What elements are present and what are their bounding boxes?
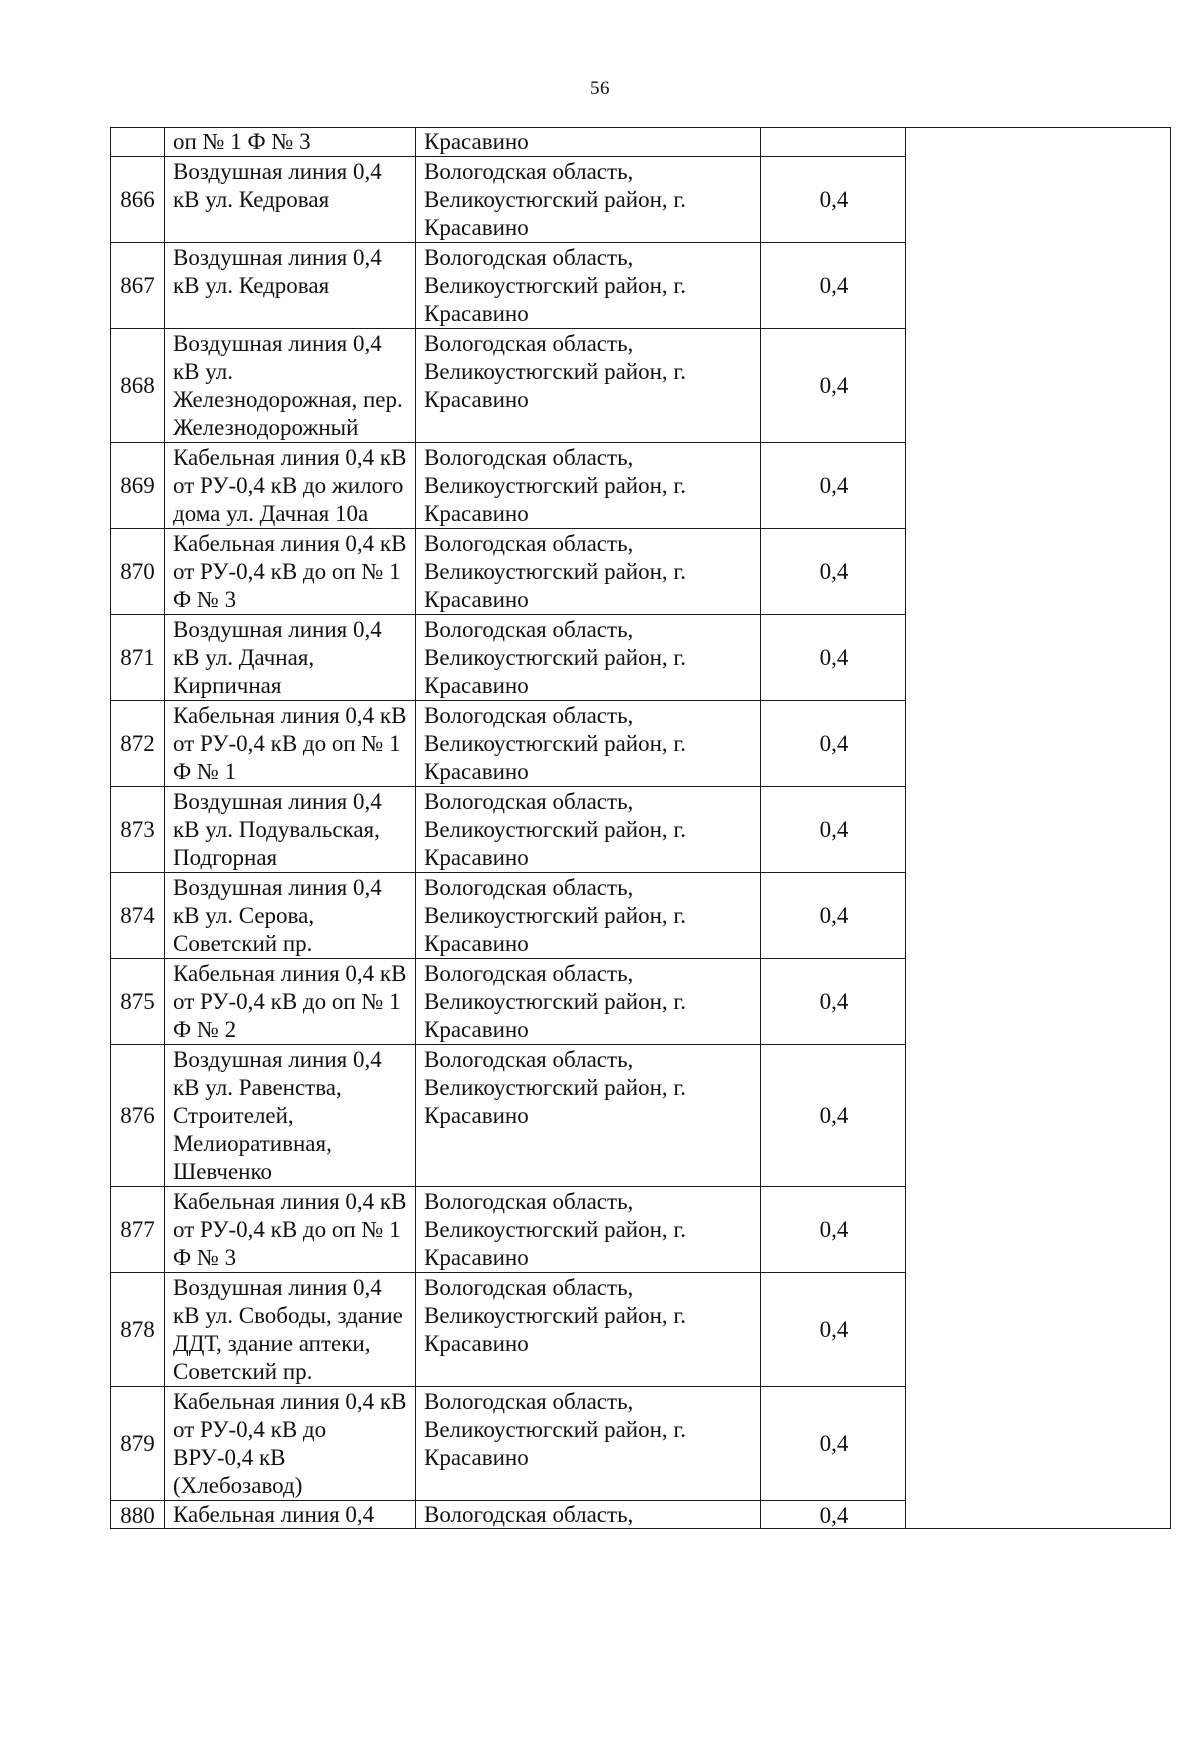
cell-address: Вологодская область, Великоустюгский район, г. Красавино	[416, 787, 761, 873]
cell-object-name: Кабельная линия 0,4 кВ от РУ-0,4 кВ до ВРУ-0,4 кВ (Хлебозавод)	[165, 1387, 416, 1501]
cell-object-name: Кабельная линия 0,4 кВ от РУ-0,4 кВ до жилого дома ул. Дачная 10а	[165, 443, 416, 529]
cell-voltage: 0,4	[761, 529, 906, 615]
cell-voltage: 0,4	[761, 787, 906, 873]
cell-number: 866	[111, 157, 165, 243]
cell-voltage: 0,4	[761, 243, 906, 329]
cell-number: 872	[111, 701, 165, 787]
cell-object-name: Воздушная линия 0,4 кВ ул. Кедровая	[165, 243, 416, 329]
cell-number: 871	[111, 615, 165, 701]
cell-extra-column	[906, 128, 1171, 1529]
cell-voltage: 0,4	[761, 329, 906, 443]
cell-object-name: Воздушная линия 0,4 кВ ул. Свободы, здание ДДТ, здание аптеки, Советский пр.	[165, 1273, 416, 1387]
cell-object-name: Воздушная линия 0,4 кВ ул. Равенства, Строителей, Мелиоративная, Шевченко	[165, 1045, 416, 1187]
cell-address: Вологодская область, Великоустюгский район, г. Красавино	[416, 1273, 761, 1387]
cell-voltage: 0,4	[761, 157, 906, 243]
cell-address: Вологодская область, Великоустюгский район, г. Красавино	[416, 959, 761, 1045]
cell-voltage	[761, 128, 906, 157]
cell-voltage: 0,4	[761, 443, 906, 529]
cell-number: 877	[111, 1187, 165, 1273]
cell-voltage: 0,4	[761, 615, 906, 701]
cell-voltage: 0,4	[761, 873, 906, 959]
cell-address: Вологодская область, Великоустюгский район, г. Красавино	[416, 1045, 761, 1187]
cell-voltage: 0,4	[761, 1501, 906, 1529]
cell-number: 875	[111, 959, 165, 1045]
cell-object-name: Кабельная линия 0,4 кВ от РУ-0,4 кВ до оп № 1 Ф № 2	[165, 959, 416, 1045]
cell-address: Вологодская область, Великоустюгский район, г. Красавино	[416, 529, 761, 615]
cell-object-name: Воздушная линия 0,4 кВ ул. Кедровая	[165, 157, 416, 243]
cell-voltage: 0,4	[761, 1273, 906, 1387]
cell-object-name: Кабельная линия 0,4	[165, 1501, 416, 1529]
cell-address: Красавино	[416, 128, 761, 157]
registry-table	[110, 127, 1171, 1529]
cell-object-name: Воздушная линия 0,4 кВ ул. Дачная, Кирпичная	[165, 615, 416, 701]
cell-address: Вологодская область, Великоустюгский район, г. Красавино	[416, 701, 761, 787]
cell-object-name: Кабельная линия 0,4 кВ от РУ-0,4 кВ до оп № 1 Ф № 1	[165, 701, 416, 787]
cell-number	[111, 128, 165, 157]
cell-object-name: Кабельная линия 0,4 кВ от РУ-0,4 кВ до оп № 1 Ф № 3	[165, 1187, 416, 1273]
cell-object-name: Кабельная линия 0,4 кВ от РУ-0,4 кВ до оп № 1 Ф № 3	[165, 529, 416, 615]
cell-address: Вологодская область, Великоустюгский район, г. Красавино	[416, 443, 761, 529]
cell-address: Вологодская область, Великоустюгский район, г. Красавино	[416, 1187, 761, 1273]
table-row-continuation	[111, 128, 1171, 157]
cell-number: 876	[111, 1045, 165, 1187]
cell-address: Вологодская область, Великоустюгский район, г. Красавино	[416, 329, 761, 443]
cell-voltage: 0,4	[761, 1187, 906, 1273]
cell-voltage: 0,4	[761, 1045, 906, 1187]
page-number: 56	[590, 78, 610, 99]
cell-number: 880	[111, 1501, 165, 1529]
cell-address: Вологодская область, Великоустюгский район, г. Красавино	[416, 873, 761, 959]
cell-number: 874	[111, 873, 165, 959]
cell-address: Вологодская область, Великоустюгский район, г. Красавино	[416, 157, 761, 243]
cell-number: 867	[111, 243, 165, 329]
cell-number: 869	[111, 443, 165, 529]
cell-object-name: Воздушная линия 0,4 кВ ул. Железнодорожная, пер. Железнодорожный	[165, 329, 416, 443]
cell-voltage: 0,4	[761, 1387, 906, 1501]
cell-voltage: 0,4	[761, 959, 906, 1045]
cell-object-name: оп № 1 Ф № 3	[165, 128, 416, 157]
registry-body	[111, 128, 1171, 1529]
cell-number: 868	[111, 329, 165, 443]
cell-number: 878	[111, 1273, 165, 1387]
cell-number: 870	[111, 529, 165, 615]
cell-number: 873	[111, 787, 165, 873]
cell-address: Вологодская область, Великоустюгский район, г. Красавино	[416, 243, 761, 329]
cell-number: 879	[111, 1387, 165, 1501]
cell-object-name: Воздушная линия 0,4 кВ ул. Серова, Советский пр.	[165, 873, 416, 959]
cell-address: Вологодская область, Великоустюгский район, г. Красавино	[416, 615, 761, 701]
cell-voltage: 0,4	[761, 701, 906, 787]
cell-address: Вологодская область,	[416, 1501, 761, 1529]
cell-address: Вологодская область, Великоустюгский район, г. Красавино	[416, 1387, 761, 1501]
cell-object-name: Воздушная линия 0,4 кВ ул. Подувальская, Подгорная	[165, 787, 416, 873]
